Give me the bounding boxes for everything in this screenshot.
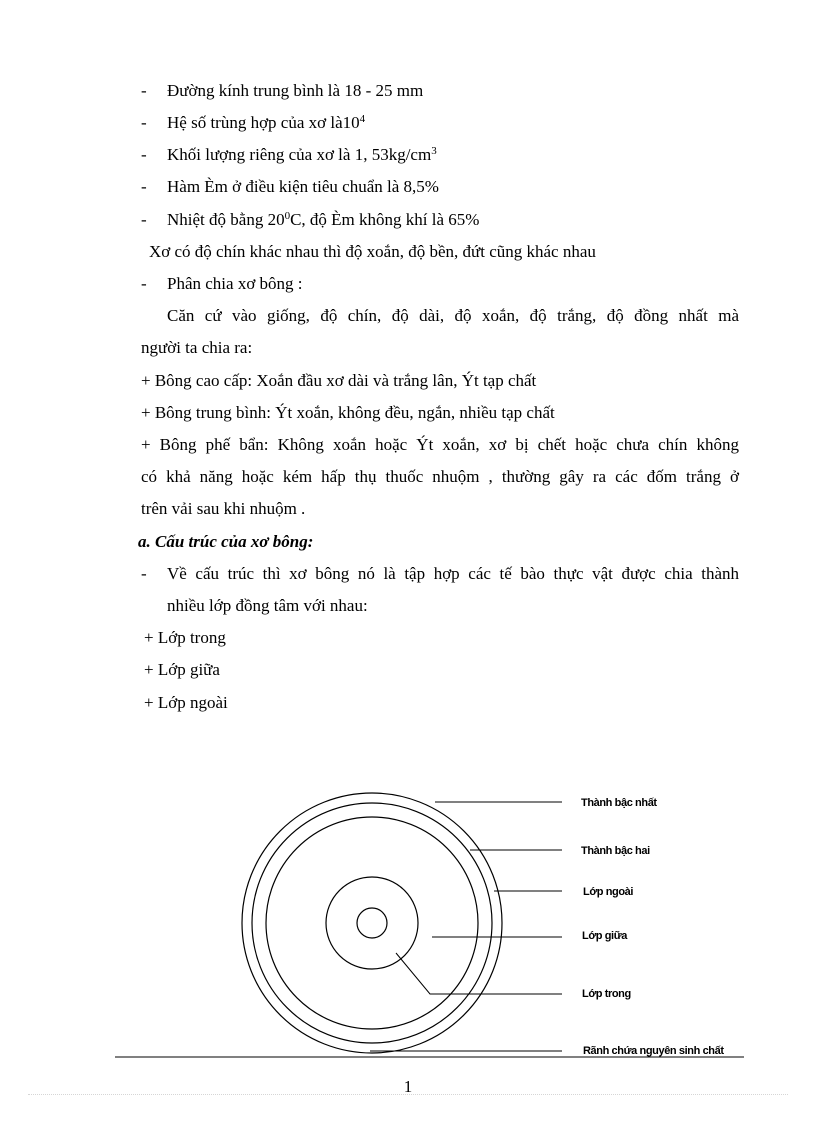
bullet-text: Hàm Èm ở điều kiện tiêu chuẩn là 8,5% bbox=[167, 177, 439, 196]
section-heading: a. Cấu trúc của xơ bông: bbox=[138, 532, 314, 551]
bullet-text: Khối lượng riêng của xơ là 1, 53kg/cm bbox=[167, 145, 432, 164]
superscript: 3 bbox=[431, 145, 437, 157]
grade-waste-line-2: có khả năng hoặc kém hấp thụ thuốc nhuộm , thường gây ra các đốm trắng ở bbox=[141, 467, 739, 486]
layer-middle: + Lớp giữa bbox=[144, 660, 220, 679]
label-primary-wall: Thành bậc nhất bbox=[581, 797, 657, 809]
paragraph-basis-line-2: người ta chia ra: bbox=[141, 338, 253, 357]
bullet-dash: - bbox=[141, 113, 147, 132]
structure-line-2: nhiều lớp đồng tâm với nhau: bbox=[167, 596, 368, 615]
structure-line-1: Về cấu trúc thì xơ bông nó là tập hợp các tế bào thực vật được chia thành bbox=[167, 564, 739, 583]
bullet-text: Đường kính trung bình là 18 - 25 mm bbox=[167, 81, 424, 100]
layer-outer: + Lớp ngoài bbox=[144, 693, 228, 712]
outer-layer-circle bbox=[266, 817, 478, 1029]
layer-inner: + Lớp trong bbox=[144, 628, 226, 647]
bullet-dash: - bbox=[141, 564, 147, 583]
page-number: 1 bbox=[403, 1077, 413, 1096]
label-outer-layer: Lớp ngoài bbox=[583, 886, 634, 898]
superscript: 4 bbox=[359, 113, 366, 125]
grade-waste-line-3: trên vải sau khi nhuộm . bbox=[141, 499, 306, 518]
bullet-dash: - bbox=[141, 210, 147, 229]
bullet-text: Hệ số trùng hợp của xơ là10 bbox=[167, 113, 360, 132]
label-inner-layer: Lớp trong bbox=[582, 988, 631, 1000]
label-middle-layer: Lớp giữa bbox=[582, 930, 627, 942]
paragraph-fiber-maturity: Xơ có độ chín khác nhau thì độ xoắn, độ bền, đứt cũng khác nhau bbox=[149, 242, 596, 261]
bullet-dash: - bbox=[141, 81, 147, 100]
cotton-fiber-cross-section-diagram bbox=[0, 780, 816, 1070]
primary-wall-circle bbox=[242, 793, 502, 1053]
bullet-text-before: Nhiệt độ bằng 20 bbox=[167, 210, 285, 229]
paragraph-basis-line-1: Căn cứ vào giống, độ chín, độ dài, độ xoắn, độ trắng, độ đồng nhất mà bbox=[167, 306, 739, 325]
bullet-dash: - bbox=[141, 274, 147, 293]
bullet-text: Phân chia xơ bông : bbox=[167, 274, 303, 293]
secondary-wall-circle bbox=[252, 803, 492, 1043]
middle-layer-circle bbox=[326, 877, 418, 969]
bullet-dash: - bbox=[141, 145, 147, 164]
leader-inner-layer bbox=[396, 953, 562, 994]
grade-medium: + Bông trung bình: Ýt xoắn, không đều, ngắn, nhiều tạp chất bbox=[141, 403, 555, 422]
label-secondary-wall: Thành bậc hai bbox=[581, 845, 650, 857]
footer-divider bbox=[28, 1094, 788, 1095]
grade-high: + Bông cao cấp: Xoắn đầu xơ dài và trắng lân, Ýt tạp chất bbox=[141, 371, 537, 390]
bullet-text-after: C, độ Èm không khí là 65% bbox=[290, 210, 480, 229]
superscript: 0 bbox=[284, 210, 291, 222]
bullet-dash: - bbox=[141, 177, 147, 196]
label-lumen: Rãnh chứa nguyên sinh chất bbox=[583, 1045, 724, 1057]
lumen-circle bbox=[357, 908, 387, 938]
grade-waste-line-1: + Bông phế bẩn: Không xoắn hoặc Ýt xoắn, xơ bị chết hoặc chưa chín không bbox=[141, 435, 739, 454]
